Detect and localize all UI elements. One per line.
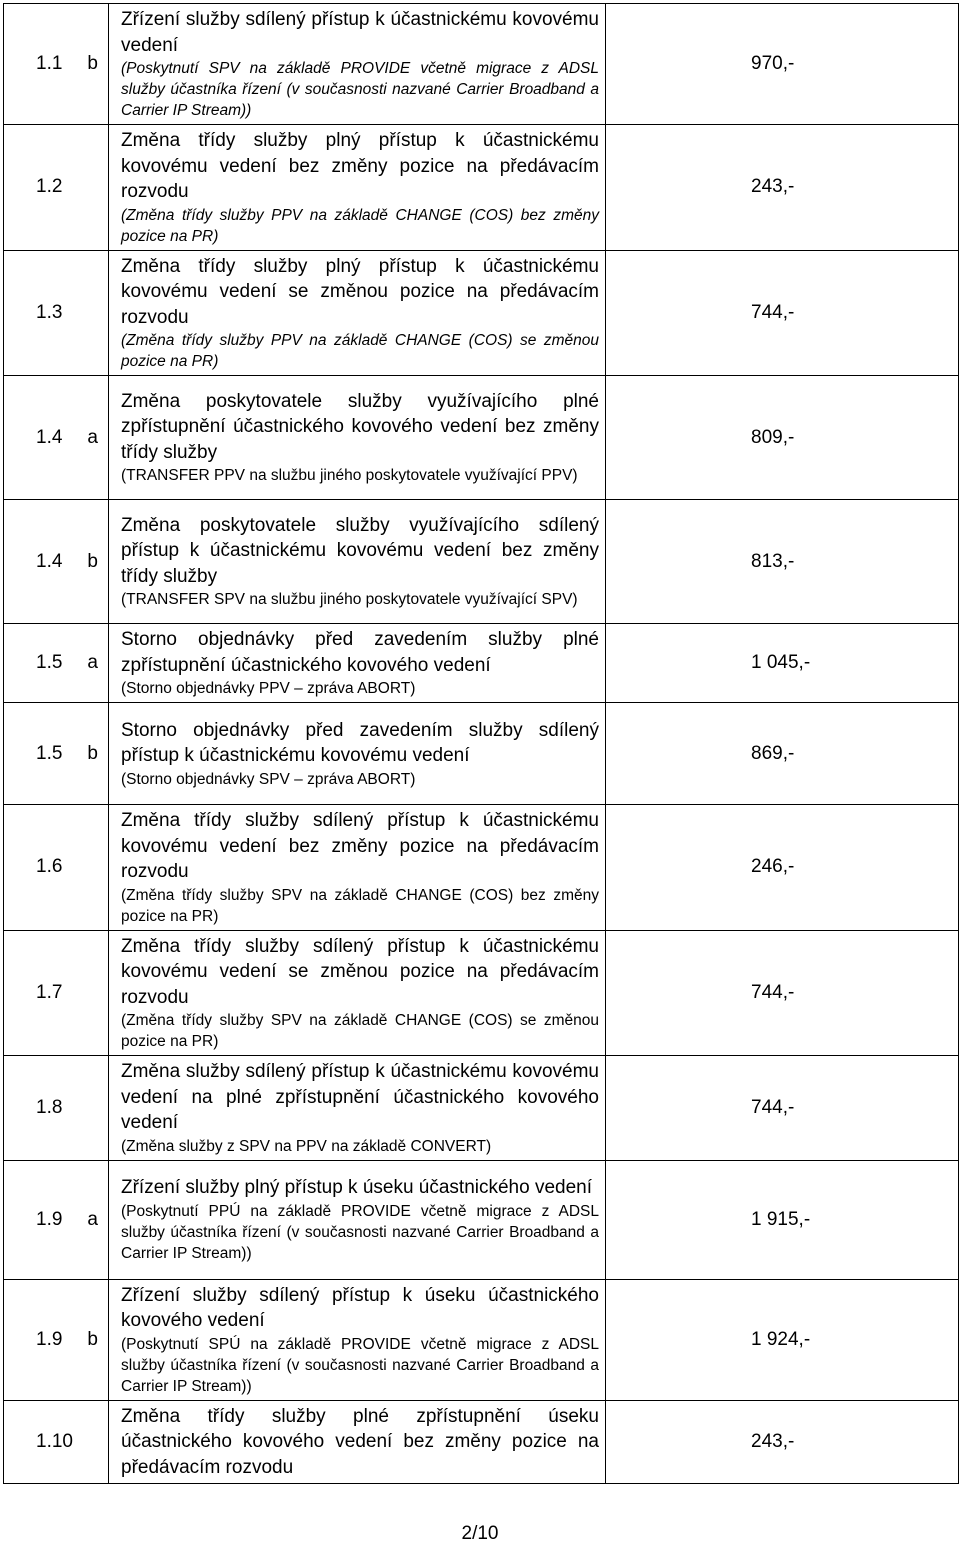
item-price-cell: [606, 1160, 959, 1279]
item-price: 869,-: [751, 742, 795, 764]
item-title: Storno objednávky před zavedením služby sdílený přístup k účastnickému kovovému vedení: [121, 719, 599, 766]
item-number: 1.4: [36, 426, 63, 448]
item-price: 1 915,-: [751, 1208, 811, 1230]
item-price: 246,-: [751, 856, 795, 878]
table-row: [4, 4, 959, 125]
item-suffix: a: [87, 1208, 98, 1230]
item-price: 744,-: [751, 981, 795, 1003]
item-number-cell: [4, 805, 109, 931]
item-number: 1.2: [36, 176, 63, 198]
item-price-cell: [606, 1400, 959, 1484]
item-number: 1.1: [36, 53, 63, 74]
item-price: 970,-: [751, 53, 795, 74]
item-number-cell: [4, 4, 109, 125]
item-suffix: b: [87, 742, 98, 764]
item-price-cell: [606, 703, 959, 805]
item-number-cell: [4, 1400, 109, 1484]
item-price: 243,-: [751, 176, 795, 198]
item-number: 1.10: [36, 1430, 73, 1452]
table-row: [4, 703, 959, 805]
item-price: 744,-: [751, 301, 795, 323]
item-title: Změna služby sdílený přístup k účastnickému kovovému vedení na plné zpřístupnění účastnického kovového vedení: [121, 1061, 599, 1133]
item-title: Změna třídy služby plný přístup k účastnickému kovovému vedení bez změny pozice na předávacím rozvodu: [121, 130, 599, 202]
item-description-cell: [109, 930, 606, 1056]
item-description-cell: [109, 1279, 606, 1400]
item-title: Změna třídy služby sdílený přístup k účastnickému kovovému vedení bez změny pozice na předávacím rozvodu: [121, 810, 599, 882]
item-price-cell: [606, 1056, 959, 1161]
table-row: [4, 1056, 959, 1161]
item-description-cell: [109, 1160, 606, 1279]
item-price-cell: [606, 624, 959, 703]
item-number: 1.9: [36, 1328, 63, 1350]
item-number-cell: [4, 1279, 109, 1400]
item-description-cell: [109, 703, 606, 805]
item-suffix: a: [87, 652, 98, 673]
item-title: Změna poskytovatele služby využívajícího sdílený přístup k účastnickému kovovému vedení bez změny třídy služby: [121, 514, 599, 587]
item-price: 1 045,-: [751, 652, 811, 673]
table-row: [4, 624, 959, 703]
item-title: Změna třídy služby plné zpřístupnění úseku účastnického kovového vedení bez změny pozice na předávacím rozvodu: [121, 1405, 599, 1478]
item-note: (Změna třídy služby SPV na základě CHANGE (COS) se změnou pozice na PR): [121, 1012, 599, 1050]
item-price-cell: [606, 4, 959, 125]
item-description-cell: [109, 1400, 606, 1484]
item-number-cell: [4, 930, 109, 1056]
item-price: 243,-: [751, 1430, 795, 1452]
item-number: 1.8: [36, 1096, 63, 1118]
table-row: [4, 1279, 959, 1400]
table-row: [4, 500, 959, 624]
item-note: (TRANSFER PPV na službu jiného poskytovatele využívající PPV): [121, 467, 578, 485]
item-note: (Storno objednávky PPV – zpráva ABORT): [121, 680, 416, 697]
price-table: [3, 3, 959, 1484]
table-row: [4, 805, 959, 931]
item-title: Zřízení služby sdílený přístup k účastnickému kovovému vedení: [121, 9, 599, 56]
item-note: (Změna třídy služby SPV na základě CHANGE (COS) bez změny pozice na PR): [121, 886, 599, 925]
item-title: Zřízení služby plný přístup k úseku účastnického vedení: [121, 1177, 593, 1199]
item-title: Změna třídy služby plný přístup k účastnickému kovovému vedení se změnou pozice na předávacím rozvodu: [121, 255, 599, 328]
item-title: Změna třídy služby sdílený přístup k účastnickému kovovému vedení se změnou pozice na předávacím rozvodu: [121, 935, 599, 1008]
item-number: 1.5: [36, 742, 63, 764]
item-price-cell: [606, 500, 959, 624]
table-row: [4, 125, 959, 251]
item-description-cell: [109, 4, 606, 125]
item-number-cell: [4, 1160, 109, 1279]
item-suffix: b: [87, 550, 98, 572]
item-note: (Změna třídy služby PPV na základě CHANGE (COS) se změnou pozice na PR): [121, 332, 599, 370]
item-description-cell: [109, 624, 606, 703]
item-price-cell: [606, 125, 959, 251]
item-title: Změna poskytovatele služby využívajícího plné zpřístupnění účastnického kovového vedení bez změny třídy služby: [121, 390, 599, 463]
item-number-cell: [4, 376, 109, 500]
item-number: 1.5: [36, 652, 63, 673]
page-number: 2/10: [461, 1523, 499, 1544]
item-note: (Změna služby z SPV na PPV na základě CONVERT): [121, 1137, 492, 1155]
item-number-cell: [4, 703, 109, 805]
item-number: 1.3: [36, 301, 63, 323]
item-number-cell: [4, 500, 109, 624]
item-description-cell: [109, 1056, 606, 1161]
item-description-cell: [109, 376, 606, 500]
table-row: [4, 376, 959, 500]
table-row: [4, 930, 959, 1056]
item-price: 744,-: [751, 1096, 795, 1118]
item-price-cell: [606, 1279, 959, 1400]
item-number: 1.7: [36, 981, 63, 1003]
table-row: [4, 1160, 959, 1279]
item-note: (Poskytnutí SPÚ na základě PROVIDE včetně migrace z ADSL služby účastníka řízení (v současnosti nazvané Carrier Broadband a Carrier IP Stream)): [121, 1335, 599, 1395]
item-note: (Poskytnutí PPÚ na základě PROVIDE včetně migrace z ADSL služby účastníka řízení (v současnosti nazvané Carrier Broadband a Carrier IP Stream)): [121, 1202, 599, 1262]
item-note: (Poskytnutí SPV na základě PROVIDE včetně migrace z ADSL služby účastníka řízení (v současnosti nazvané Carrier Broadband a Carrier IP Stream)): [121, 60, 599, 119]
item-title: Zřízení služby sdílený přístup k úseku účastnického kovového vedení: [121, 1284, 599, 1331]
item-number-cell: [4, 624, 109, 703]
item-price: 809,-: [751, 426, 795, 448]
item-note: (Změna třídy služby PPV na základě CHANGE (COS) bez změny pozice na PR): [121, 206, 599, 245]
item-price: 1 924,-: [751, 1328, 811, 1350]
item-number-cell: [4, 250, 109, 376]
item-price-cell: [606, 930, 959, 1056]
item-number-cell: [4, 125, 109, 251]
item-description-cell: [109, 125, 606, 251]
item-description-cell: [109, 250, 606, 376]
item-note: (TRANSFER SPV na službu jiného poskytovatele využívající SPV): [121, 591, 578, 609]
item-price: 813,-: [751, 550, 795, 572]
item-price-cell: [606, 805, 959, 931]
item-price-cell: [606, 376, 959, 500]
item-number-cell: [4, 1056, 109, 1161]
item-description-cell: [109, 500, 606, 624]
item-title: Storno objednávky před zavedením služby plné zpřístupnění účastnického kovového vedení: [121, 629, 599, 676]
table-row: [4, 250, 959, 376]
item-number: 1.4: [36, 550, 63, 572]
item-number: 1.9: [36, 1208, 63, 1230]
item-suffix: b: [87, 1328, 98, 1350]
item-note: (Storno objednávky SPV – zpráva ABORT): [121, 770, 416, 788]
item-price-cell: [606, 250, 959, 376]
table-row: [4, 1400, 959, 1484]
item-number: 1.6: [36, 856, 63, 878]
item-description-cell: [109, 805, 606, 931]
item-suffix: b: [87, 53, 98, 74]
item-suffix: a: [87, 426, 98, 448]
